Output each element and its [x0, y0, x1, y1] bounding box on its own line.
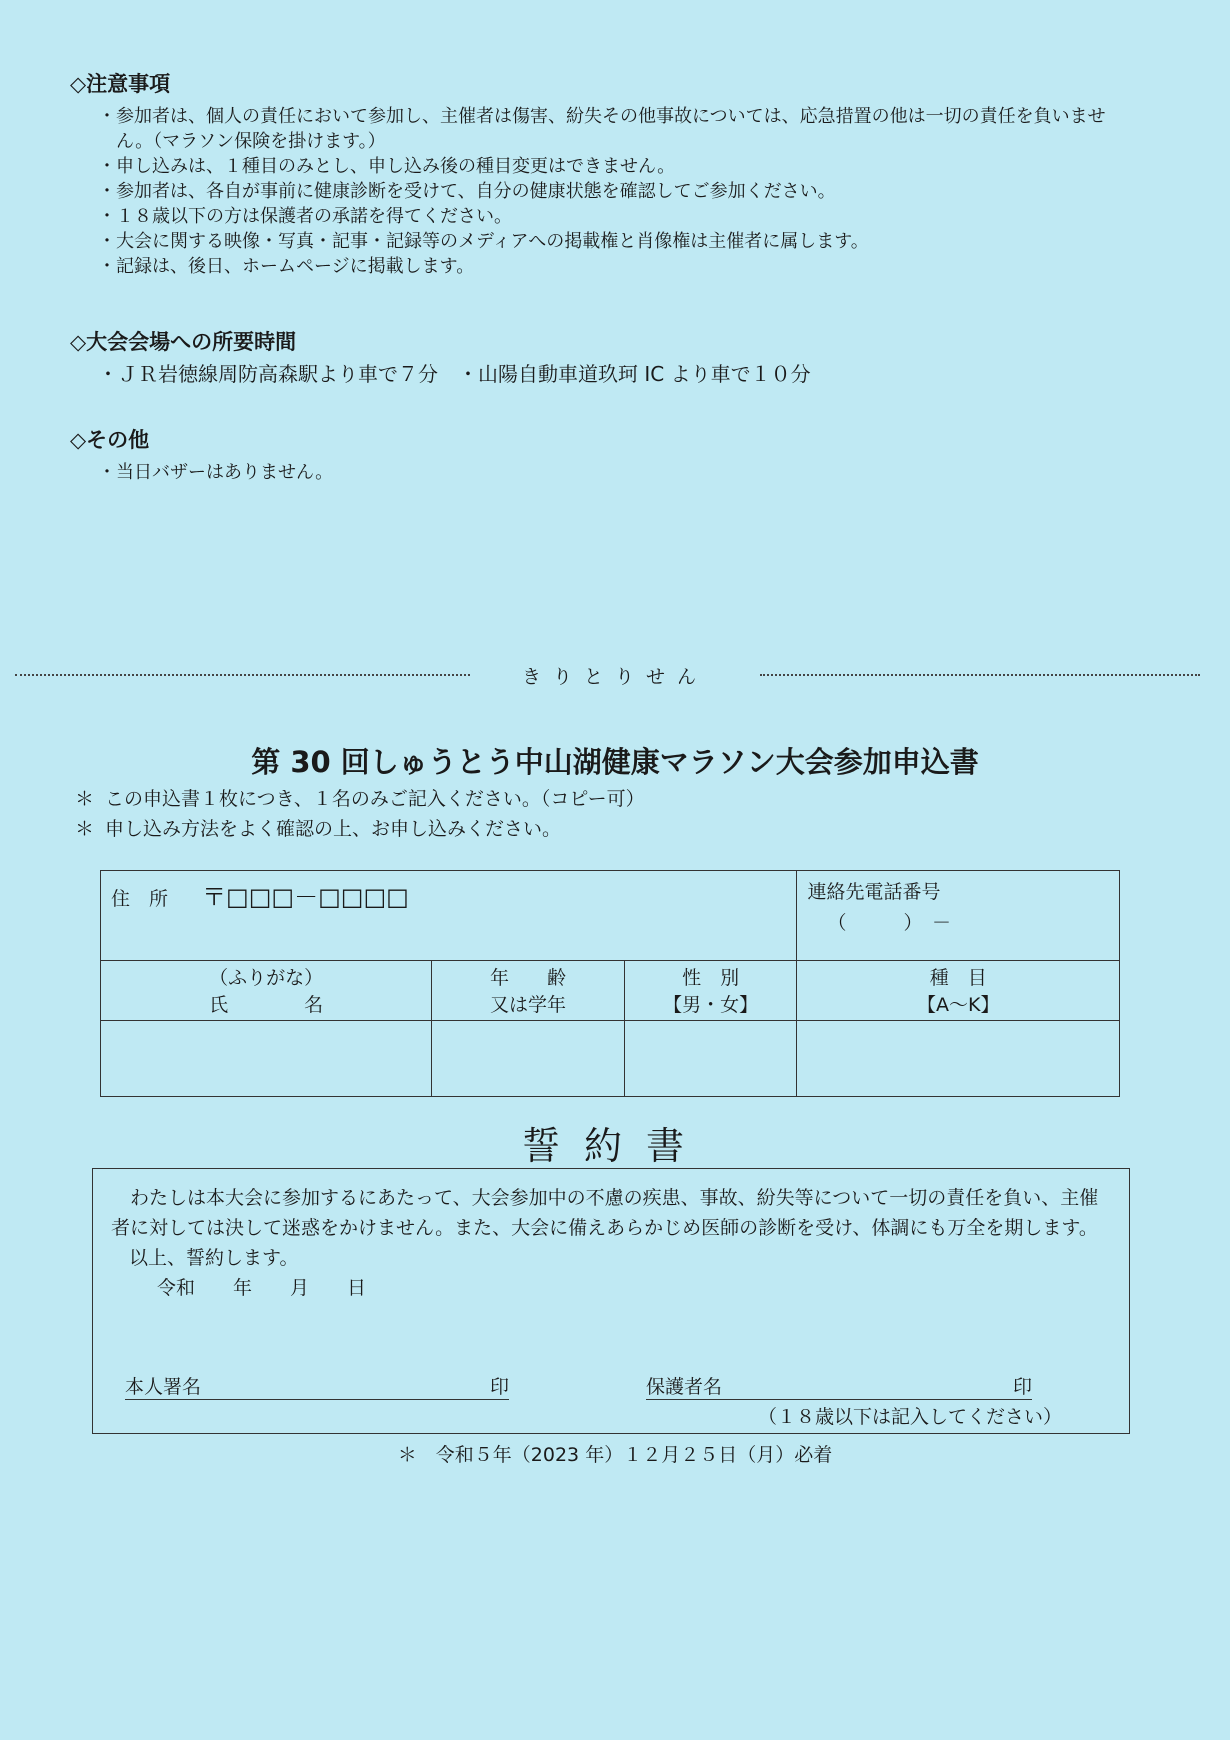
note-item: ・ 参加者は、各自が事前に健康診断を受けて、自分の健康状態を確認してご参加ください。: [98, 179, 1178, 204]
oath-closing: 以上、誓約します。: [129, 1247, 299, 1269]
dotted-line-left: [15, 674, 470, 676]
address-cell[interactable]: [101, 871, 797, 961]
form-note: ＊ この申込書１枚につき、１名のみご記入ください。（コピー可）: [75, 788, 645, 810]
event-header: 種 目 【A～K】: [797, 961, 1120, 1021]
oath-title: 誓約書: [521, 1124, 708, 1168]
oath-date[interactable]: 令和 年 月 日: [157, 1277, 367, 1299]
seal-mark: 印: [489, 1376, 509, 1398]
seal-mark: 印: [1012, 1376, 1032, 1398]
note-item: ・ 申し込みは、１種目のみとし、申し込み後の種目変更はできません。: [98, 154, 1178, 179]
form-title: 第 30 回しゅうとう中山湖健康マラソン大会参加申込書: [251, 745, 979, 779]
age-header: 年 齢 又は学年: [432, 961, 624, 1021]
deadline: ＊ 令和５年（2023 年）１２月２５日（月）必着: [397, 1444, 833, 1466]
guardian-note: （１８歳以下は記入してください）: [758, 1406, 1063, 1428]
age-field[interactable]: [432, 1021, 624, 1097]
other-item: ・ 当日バザーはありません。: [98, 460, 333, 485]
event-field[interactable]: [797, 1021, 1120, 1097]
guardian-signature-line[interactable]: 保護者名 印: [646, 1372, 1032, 1400]
access-item: ・ ＪＲ岩徳線周防高森駅より車で７分 ・山陽自動車道玖珂 IC より車で１０分: [98, 362, 811, 387]
notes-title: ◇注意事項: [70, 72, 171, 96]
phone-cell[interactable]: [797, 871, 1120, 961]
note-item: ・ 記録は、後日、ホームページに掲載します。: [98, 254, 1178, 279]
name-field[interactable]: [101, 1021, 432, 1097]
gender-field[interactable]: [624, 1021, 797, 1097]
note-item: ・ １８歳以下の方は保護者の承諾を得てください。: [98, 204, 1178, 229]
self-signature-line[interactable]: 本人署名 印: [125, 1372, 509, 1400]
note-item: ・ 大会に関する映像・写真・記事・記録等のメディアへの掲載権と肖像権は主催者に属します。: [98, 229, 1178, 254]
access-title: ◇大会会場への所要時間: [70, 330, 297, 354]
note-item: ・ 参加者は、個人の責任において参加し、主催者は傷害、紛失その他事故については、応急措置の他は一切の責任を負いません。（マラソン保険を掛けます。）: [98, 104, 1136, 154]
gender-header: 性 別 【男・女】: [624, 961, 797, 1021]
other-section: [70, 424, 333, 485]
form-notes: [75, 784, 645, 844]
form-note: ＊ 申し込み方法をよく確認の上、お申し込みください。: [75, 818, 562, 840]
phone-format: （ ） －: [827, 912, 951, 934]
notes-section: [70, 68, 1178, 279]
application-table: [100, 870, 1120, 1097]
access-section: [70, 326, 811, 387]
address-label: 住 所: [111, 888, 169, 910]
cut-line-label: きりとりせん: [521, 666, 708, 688]
phone-label: 連絡先電話番号: [807, 881, 941, 903]
postal-code-boxes: 〒□□□－□□□□: [202, 883, 409, 911]
oath-body: わたしは本大会に参加するにあたって、大会参加中の不慮の疾患、事故、紛失等について一切の責任を負い、主催者に対しては決して迷惑をかけません。また、大会に備えあらかじめ医師の診断を受け、体調にも万全を期します。: [111, 1187, 1099, 1239]
cut-line: [15, 662, 1200, 686]
dotted-line-right: [760, 674, 1200, 676]
other-title: ◇その他: [70, 428, 150, 452]
name-header: （ふりがな） 氏 名: [101, 961, 432, 1021]
